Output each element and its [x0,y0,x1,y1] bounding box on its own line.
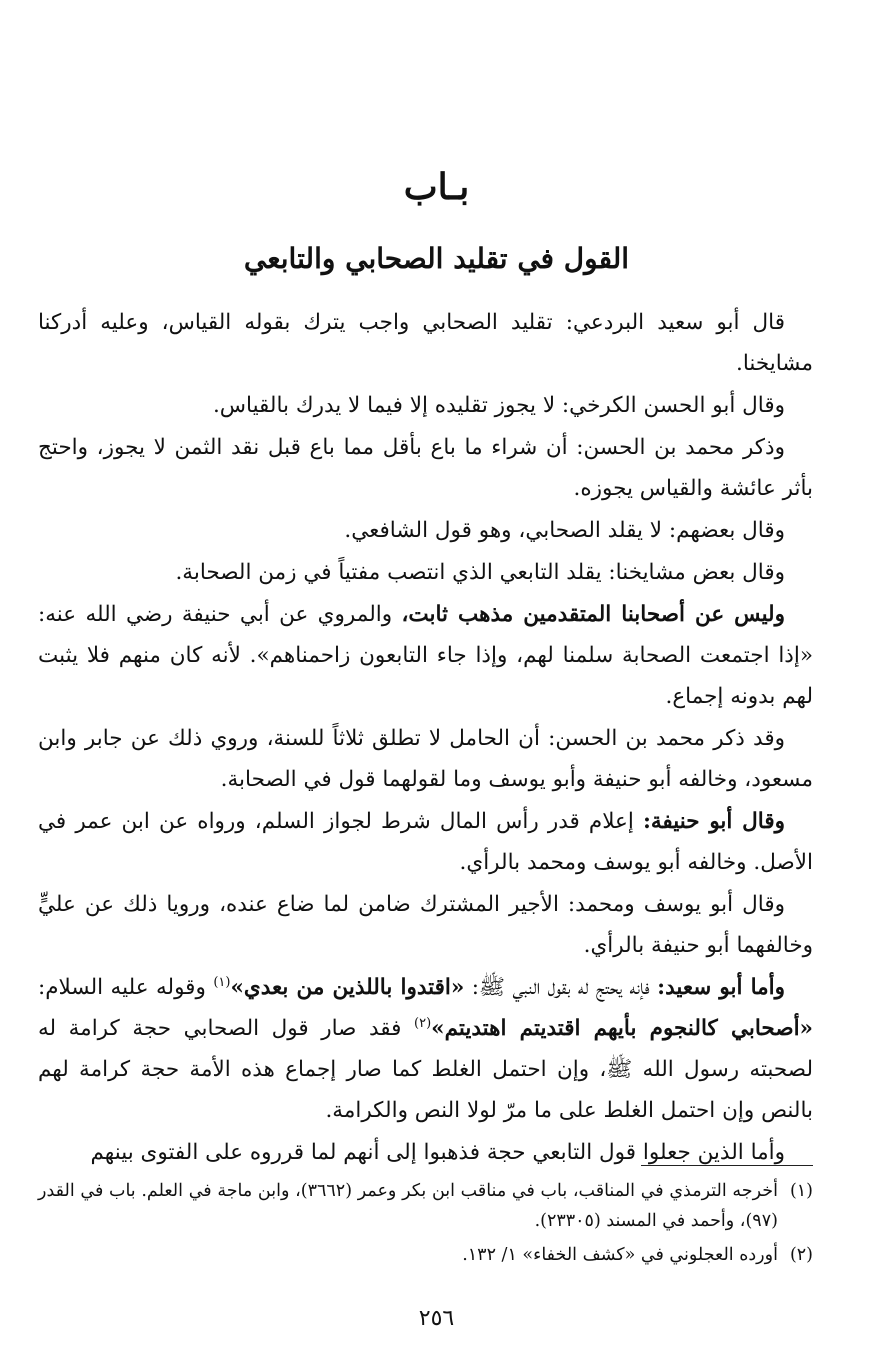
footnote-text: أورده العجلوني في «كشف الخفاء» ١/ ١٣٢. [462,1245,778,1265]
paragraph-7: وقد ذكر محمد بن الحسن: أن الحامل لا تطلق ثلاثاً للسنة، وروي ذلك عن جابر وابن مسعود، وخالفه أبو حنيفة وأبو يوسف وما لقولهما قول في الصحابة. [38,726,813,792]
bold-phrase: وأما أبو سعيد: [657,975,786,1000]
footnote-ref-1[interactable]: (١) [213,974,231,990]
section-title: القول في تقليد الصحابي والتابعي [243,242,630,275]
paragraph-6: وليس عن أصحابنا المتقدمين مذهب ثابت، والمروي عن أبي حنيفة رضي الله عنه: «إذا اجتمعت الصحابة سلمنا لهم، وإذا جاء التابعون زاحمناهم». لأنه كان منهم فلا يثبت لهم بدونه إجماع. [38,602,813,709]
paragraph-5: وقال بعض مشايخنا: يقلد التابعي الذي انتصب مفتياً في زمن الصحابة. [175,560,785,585]
paragraph-3: وذكر محمد بن الحسن: أن شراء ما باع بأقل مما باع قبل نقد الثمن لا يجوز، واحتج بأثر عائشة والقياس يجوزه. [38,435,813,501]
footnote-2 [38,1240,813,1270]
bold-phrase: وليس عن أصحابنا المتقدمين مذهب ثابت، [401,602,785,627]
paragraph-2: وقال أبو الحسن الكرخي: لا يجوز تقليده إلا فيما لا يدرك بالقياس. [212,393,785,418]
paragraph-9: وقال أبو يوسف ومحمد: الأجير المشترك ضامن لما ضاع عنده، ورويا ذلك عن عليٍّ وخالفهما أبو حنيفة بالرأي. [38,892,813,958]
paragraph-10: وأما أبو سعيد: فإنه يحتج له بقول النبي ﷺ: «اقتدوا باللذين من بعدي»$^{(١)}$ وقوله عليه السلام: «أصحابي كالنجوم بأيهم اقتديتم اهتديتم»$^{(٢)}$ فقد صار قول الصحابي حجة كرامة له لصحبته رسول الله ﷺ، وإن احتمل الغلط كما صار إجماع هذه الأمة حجة كرامة لهم بالنص وإن احتمل الغلط على ما مرّ لولا النص والكرامة. [38,974,813,1123]
paragraph-11: وأما الذين جعلوا قول التابعي حجة فذهبوا إلى أنهم لما قرروه على الفتوى بينهم [90,1140,785,1165]
page-number: ٢٥٦ [418,1306,455,1331]
footnotes [38,1176,813,1274]
body-text [38,302,813,1174]
footnote-divider [641,1165,813,1166]
hadith-quote-2: «أصحابي كالنجوم بأيهم اقتديتم اهتديتم» [431,1016,813,1041]
footnote-number: (٢) [789,1245,813,1265]
footnote-number: (١) [789,1181,813,1201]
footnote-1 [38,1176,813,1236]
bold-phrase: وقال أبو حنيفة: [642,809,785,834]
chapter-title: بـاب [403,166,470,208]
paragraph-1: قال أبو سعيد البردعي: تقليد الصحابي واجب يترك بقوله القياس، وعليه أدركنا مشايخنا. [38,310,813,376]
paragraph-4: وقال بعضهم: لا يقلد الصحابي، وهو قول الشافعي. [344,518,785,543]
paragraph-8: وقال أبو حنيفة: إعلام قدر رأس المال شرط لجواز السلم، ورواه عن ابن عمر في الأصل. وخالفه أبو يوسف ومحمد بالرأي. [38,809,813,875]
footnote-text: أخرجه الترمذي في المناقب، باب في مناقب ابن بكر وعمر (٣٦٦٢)، وابن ماجة في العلم. باب في القدر (٩٧)، وأحمد في المسند (٢٣٣٠٥). [38,1181,778,1231]
hadith-quote-1: «اقتدوا باللذين من بعدي» [230,975,465,1000]
footnote-ref-2[interactable]: (٢) [414,1015,432,1031]
